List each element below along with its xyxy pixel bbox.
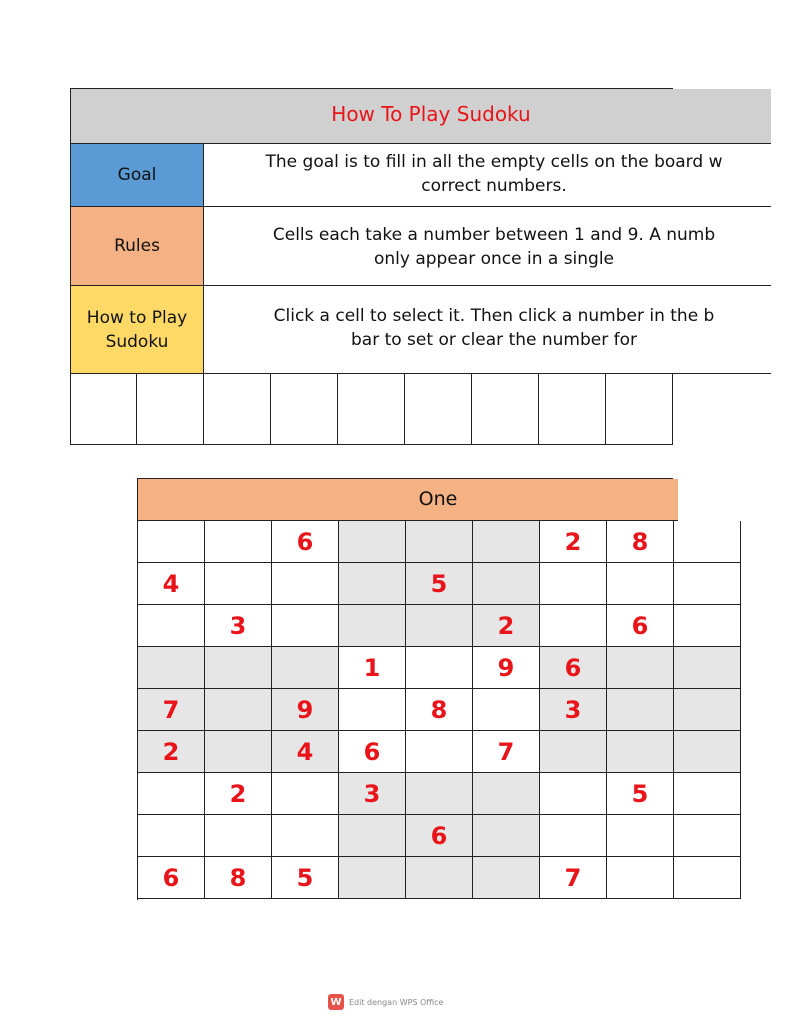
wps-footer	[328, 994, 443, 1010]
rules-text	[204, 223, 784, 271]
sudoku-cell[interactable]	[607, 647, 674, 689]
sudoku-cell[interactable]	[406, 647, 473, 689]
sudoku-cell[interactable]: 4	[272, 731, 339, 773]
sudoku-cell[interactable]: 9	[473, 647, 540, 689]
instructions-title-bar	[71, 89, 771, 144]
sudoku-cell[interactable]	[607, 563, 674, 605]
sudoku-cell[interactable]	[339, 605, 406, 647]
sudoku-cell[interactable]: 6	[339, 731, 406, 773]
wps-office-icon: W	[328, 994, 344, 1010]
sudoku-cell[interactable]	[138, 815, 205, 857]
sudoku-cell[interactable]	[473, 815, 540, 857]
sudoku-cell[interactable]	[473, 521, 540, 563]
sudoku-cell[interactable]	[272, 815, 339, 857]
sudoku-cell[interactable]	[406, 857, 473, 899]
empty-cell	[606, 374, 673, 444]
sudoku-cell[interactable]	[674, 647, 741, 689]
rules-text-line-2: only appear once in a single	[373, 249, 615, 269]
sudoku-cell[interactable]: 1	[339, 647, 406, 689]
how-to-play-label-text: How to Play Sudoku	[86, 307, 188, 352]
instructions-table	[70, 88, 723, 445]
footer-text: Edit dengan WPS Office	[349, 997, 444, 1007]
sudoku-cell[interactable]	[540, 773, 607, 815]
sudoku-cell[interactable]	[205, 815, 272, 857]
sudoku-cell[interactable]	[205, 731, 272, 773]
sudoku-cell[interactable]	[540, 731, 607, 773]
sudoku-cell[interactable]	[205, 647, 272, 689]
sudoku-cell[interactable]: 8	[205, 857, 272, 899]
goal-label: Goal	[71, 144, 204, 206]
sudoku-cell[interactable]: 6	[607, 605, 674, 647]
sudoku-cell[interactable]	[406, 521, 473, 563]
how-to-play-text	[204, 304, 784, 352]
sudoku-cell[interactable]	[674, 773, 741, 815]
sudoku-cell[interactable]	[205, 563, 272, 605]
sudoku-cell[interactable]	[473, 563, 540, 605]
sudoku-cell[interactable]	[674, 605, 741, 647]
sudoku-cell[interactable]	[473, 857, 540, 899]
sudoku-cell[interactable]: 5	[272, 857, 339, 899]
empty-cell	[472, 374, 539, 444]
sudoku-cell[interactable]	[674, 815, 741, 857]
how-to-play-label	[71, 286, 204, 373]
sudoku-puzzle	[137, 478, 673, 900]
puzzle-header	[138, 479, 678, 521]
sudoku-cell[interactable]: 5	[406, 563, 473, 605]
empty-cell	[338, 374, 405, 444]
sudoku-cell[interactable]	[473, 773, 540, 815]
sudoku-cell[interactable]: 6	[138, 857, 205, 899]
sudoku-cell[interactable]	[138, 773, 205, 815]
sudoku-cell[interactable]	[607, 731, 674, 773]
sudoku-cell[interactable]: 7	[138, 689, 205, 731]
empty-cell	[71, 374, 137, 444]
sudoku-cell[interactable]	[473, 689, 540, 731]
sudoku-cell[interactable]	[406, 605, 473, 647]
sudoku-cell[interactable]	[272, 773, 339, 815]
sudoku-cell[interactable]	[272, 605, 339, 647]
sudoku-cell[interactable]: 6	[540, 647, 607, 689]
sudoku-cell[interactable]	[540, 563, 607, 605]
empty-cell	[539, 374, 606, 444]
rules-row	[71, 207, 771, 286]
sudoku-cell[interactable]	[339, 563, 406, 605]
goal-text	[204, 150, 784, 198]
sudoku-cell[interactable]: 5	[607, 773, 674, 815]
rules-text-line-1: Cells each take a number between 1 and 9. A numb	[272, 225, 716, 245]
sudoku-cell[interactable]: 6	[272, 521, 339, 563]
sudoku-cell[interactable]: 2	[205, 773, 272, 815]
goal-text-line-1: The goal is to fill in all the empty cells on the board w	[265, 152, 723, 172]
sudoku-cell[interactable]	[339, 521, 406, 563]
sudoku-cell[interactable]	[205, 521, 272, 563]
sudoku-cell[interactable]: 2	[138, 731, 205, 773]
sudoku-cell[interactable]	[138, 521, 205, 563]
how-to-play-text-line-1: Click a cell to select it. Then click a number in the b	[273, 306, 715, 326]
sudoku-cell[interactable]	[339, 689, 406, 731]
puzzle-name: One	[418, 488, 458, 510]
sudoku-cell[interactable]: 9	[272, 689, 339, 731]
sudoku-cell[interactable]	[406, 773, 473, 815]
how-to-play-text-line-2: bar to set or clear the number for	[350, 330, 638, 350]
sudoku-cell[interactable]	[607, 857, 674, 899]
sudoku-cell[interactable]	[138, 647, 205, 689]
goal-text-line-2: correct numbers.	[421, 176, 567, 196]
rules-label: Rules	[71, 207, 204, 285]
sudoku-cell[interactable]	[674, 731, 741, 773]
empty-cell-row	[71, 374, 771, 444]
empty-cell	[405, 374, 472, 444]
empty-cell	[271, 374, 338, 444]
sudoku-cell[interactable]	[674, 563, 741, 605]
sudoku-cell[interactable]	[205, 689, 272, 731]
empty-cell	[137, 374, 204, 444]
sudoku-cell[interactable]	[272, 563, 339, 605]
sudoku-cell[interactable]	[339, 857, 406, 899]
instructions-title: How To Play Sudoku	[331, 102, 531, 126]
sudoku-cell[interactable]: 6	[406, 815, 473, 857]
sudoku-cell[interactable]: 2	[473, 605, 540, 647]
empty-cell	[204, 374, 271, 444]
sudoku-cell[interactable]: 8	[607, 521, 674, 563]
sudoku-cell[interactable]	[406, 731, 473, 773]
sudoku-cell[interactable]: 3	[339, 773, 406, 815]
sudoku-cell[interactable]: 8	[406, 689, 473, 731]
sudoku-cell[interactable]: 3	[540, 689, 607, 731]
goal-row	[71, 144, 771, 207]
sudoku-cell[interactable]	[607, 815, 674, 857]
sudoku-cell[interactable]	[540, 815, 607, 857]
sudoku-cell[interactable]	[272, 647, 339, 689]
sudoku-cell[interactable]: 4	[138, 563, 205, 605]
sudoku-cell[interactable]	[339, 815, 406, 857]
sudoku-cell[interactable]: 7	[473, 731, 540, 773]
sudoku-cell[interactable]	[674, 689, 741, 731]
sudoku-cell[interactable]: 2	[540, 521, 607, 563]
how-to-play-row	[71, 286, 771, 374]
sudoku-cell[interactable]	[674, 521, 741, 563]
sudoku-cell[interactable]: 3	[205, 605, 272, 647]
sudoku-cell[interactable]	[607, 689, 674, 731]
sudoku-cell[interactable]: 7	[540, 857, 607, 899]
sudoku-cell[interactable]	[674, 857, 741, 899]
sudoku-cell[interactable]	[540, 605, 607, 647]
sudoku-cell[interactable]	[138, 605, 205, 647]
